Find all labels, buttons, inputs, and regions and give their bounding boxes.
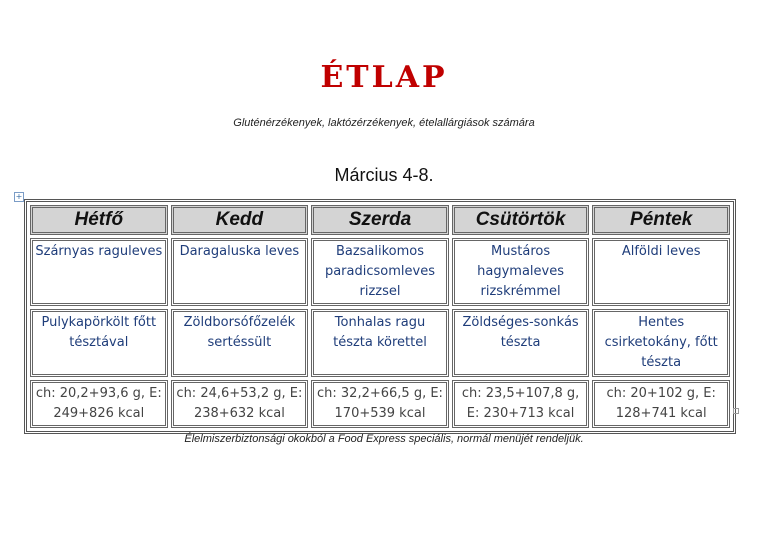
day-header-wednesday: Szerda bbox=[311, 205, 449, 235]
header-row bbox=[30, 205, 730, 235]
main-course-cell: Zöldborsófőzelék sertéssült bbox=[171, 309, 309, 377]
soup-row bbox=[30, 238, 730, 306]
menu-title: ÉTLAP bbox=[320, 60, 448, 95]
main-course-cell: Zöldséges-sonkás tészta bbox=[452, 309, 590, 377]
nutrition-cell: ch: 20,2+93,6 g, E: 249+826 kcal bbox=[30, 380, 168, 428]
menu-subtitle: Gluténérzékenyek, laktózérzékenyek, ételallárgiások számára bbox=[233, 117, 535, 129]
day-header-friday: Péntek bbox=[592, 205, 730, 235]
day-header-thursday: Csütörtök bbox=[452, 205, 590, 235]
soup-cell: Daragaluska leves bbox=[171, 238, 309, 306]
nutrition-cell: ch: 23,5+107,8 g, E: 230+713 kcal bbox=[452, 380, 590, 428]
nutrition-row bbox=[30, 380, 730, 428]
day-header-monday: Hétfő bbox=[30, 205, 168, 235]
main-course-row bbox=[30, 309, 730, 377]
main-course-cell: Tonhalas ragu tészta körettel bbox=[311, 309, 449, 377]
main-course-cell: Pulykapörkölt főtt tésztával bbox=[30, 309, 168, 377]
nutrition-cell: ch: 24,6+53,2 g, E: 238+632 kcal bbox=[171, 380, 309, 428]
soup-cell: Alföldi leves bbox=[592, 238, 730, 306]
nutrition-cell: ch: 32,2+66,5 g, E: 170+539 kcal bbox=[311, 380, 449, 428]
soup-cell: Szárnyas raguleves bbox=[30, 238, 168, 306]
nutrition-cell: ch: 20+102 g, E: 128+741 kcal bbox=[592, 380, 730, 428]
table-move-handle-icon[interactable]: + bbox=[15, 192, 23, 201]
table-resize-handle-icon[interactable] bbox=[733, 408, 739, 414]
day-header-tuesday: Kedd bbox=[171, 205, 309, 235]
main-course-cell: Hentes csirketokány, főtt tészta bbox=[592, 309, 730, 377]
week-date: Március 4-8. bbox=[334, 165, 434, 185]
footer-note: Élelmiszerbiztonsági okokból a Food Express speciális, normál menüjét rendeljük. bbox=[184, 433, 584, 445]
soup-cell: Mustáros hagymaleves rizskrémmel bbox=[452, 238, 590, 306]
soup-cell: Bazsalikomos paradicsomleves rizzsel bbox=[311, 238, 449, 306]
menu-table bbox=[24, 199, 736, 434]
